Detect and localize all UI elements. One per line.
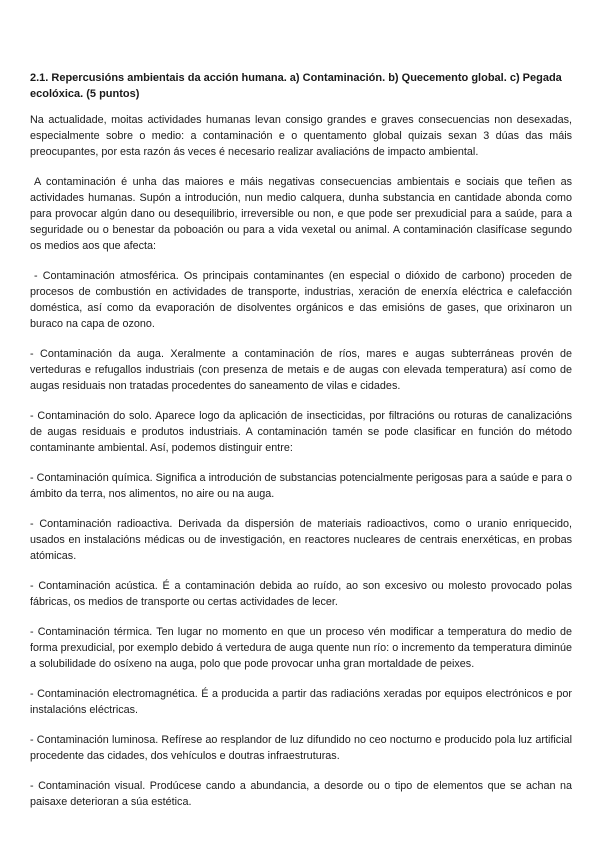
document-page — [30, 70, 572, 824]
paragraph-radioactive: - Contaminación radioactiva. Derivada da dispersión de materiais radioactivos, como o uranio enriquecido, usados en instalacións médicas ou de investigación, en reactores nucleares de centrais enerxéticas, en probas atómicas. — [30, 518, 572, 562]
paragraph-soil: - Contaminación do solo. Aparece logo da aplicación de insecticidas, por filtracións ou roturas de canalizacións de augas residuais e produtos industriais. A contaminación tamén se pode clasificar en función do método contaminante ambiental. Así, podemos distinguir entre: — [30, 410, 572, 454]
paragraph-luminous: - Contaminación luminosa. Refírese ao resplandor de luz difundido no ceo nocturno e producido pola luz artificial procedente das cidades, dos vehículos e doutras infraestruturas. — [30, 734, 572, 762]
paragraph-acoustic: - Contaminación acústica. É a contaminación debida ao ruído, ao son excesivo ou molesto provocado polas fábricas, os medios de transporte ou certas actividades de lecer. — [30, 580, 572, 608]
paragraph-atmospheric: - Contaminación atmosférica. Os principais contaminantes (en especial o dióxido de carbono) proceden de procesos de combustión en actividades de transporte, industrias, xeración de enerxía eléctrica e calefacción doméstica, así como da evaporación de disolventes orgánicos e das emisións de gases, que orixinaron un buraco na capa de ozono. — [30, 270, 572, 330]
paragraph-contamination-definition: A contaminación é unha das maiores e máis negativas consecuencias ambientais e sociais que teñen as actividades humanas. Supón a introdución, nun medio calquera, dunha substancia en cantidade abonda como para provocar algún dano ou desequilibrio, irreversible ou non, e que pode ser prexudicial para a saúde, para a seguridade ou o benestar da poboación ou para a vida vexetal ou animal. A contaminación clasifícase segundo os medios aos que afecta: — [30, 176, 572, 252]
paragraph-electromagnetic: - Contaminación electromagnética. É a producida a partir das radiacións xeradas por equipos electrónicos e por instalacións eléctricas. — [30, 688, 572, 716]
section-heading: 2.1. Repercusións ambientais da acción humana. a) Contaminación. b) Quecemento global. c) Pegada ecolóxica. (5 puntos) — [30, 72, 562, 100]
paragraph-intro: Na actualidade, moitas actividades humanas levan consigo grandes e graves consecuencias non desexadas, especialmente sobre o medio: a contaminación e o quentamento global quizais sexan 3 dúas das máis preocupantes, por esta razón ás veces é necesario realizar avaliacións de impacto ambiental. — [30, 114, 572, 158]
paragraph-thermal: - Contaminación térmica. Ten lugar no momento en que un proceso vén modificar a temperatura do medio de forma prexudicial, por exemplo debido á vertedura de auga quente nun río: o incremento da temperatura diminúe a solubilidade do osíxeno na auga, polo que pode provocar unha gran mortaldade de peixes. — [30, 626, 572, 670]
paragraph-visual: - Contaminación visual. Prodúcese cando a abundancia, a desorde ou o tipo de elementos que se achan na paisaxe deterioran a súa estética. — [30, 780, 572, 808]
paragraph-water: - Contaminación da auga. Xeralmente a contaminación de ríos, mares e augas subterráneas provén de verteduras e refugallos industriais (con presenza de metais e de augas con elevada temperatura) así como de augas residuais non tratadas procedentes do saneamento de vilas e cidades. — [30, 348, 572, 392]
paragraph-chemical: - Contaminación química. Significa a introdución de substancias potencialmente perigosas para a saúde e para o ámbito da terra, nos alimentos, no aire ou na auga. — [30, 472, 572, 500]
